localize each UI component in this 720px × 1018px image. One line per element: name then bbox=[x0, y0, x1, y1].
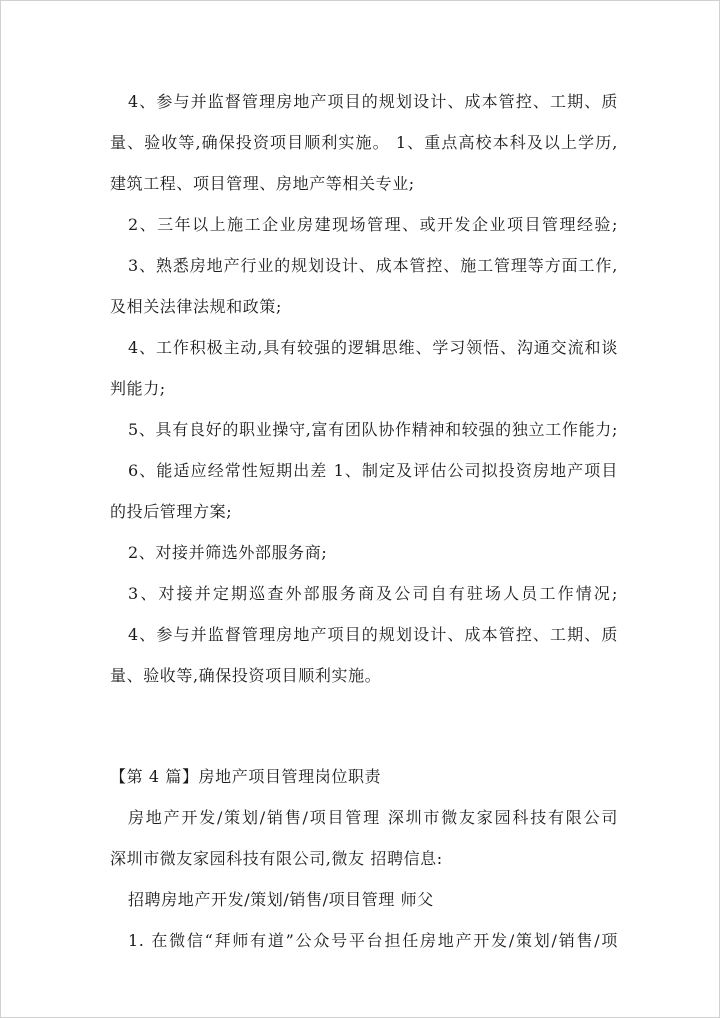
section-heading: 【第 4 篇】房地产项目管理岗位职责 bbox=[110, 767, 382, 786]
paragraph-line: 判能力; bbox=[110, 379, 166, 398]
paragraph-line: 量、验收等,确保投资项目顺利实施。 1、重点高校本科及以上学历, bbox=[110, 133, 618, 152]
paragraph-line: 2、对接并筛选外部服务商; bbox=[128, 543, 328, 562]
paragraph-line: 深圳市微友家园科技有限公司,微友 招聘信息: bbox=[110, 849, 443, 868]
paragraph-line: 4、参与并监督管理房地产项目的规划设计、成本管控、工期、质 bbox=[128, 625, 618, 644]
paragraph-line: 2、三年以上施工企业房建现场管理、或开发企业项目管理经验; bbox=[128, 215, 618, 234]
paragraph-line: 及相关法律法规和政策; bbox=[110, 297, 282, 316]
paragraph-line: 房地产开发/策划/销售/项目管理 深圳市微友家园科技有限公司 bbox=[128, 808, 618, 827]
paragraph-line: 4、工作积极主动,具有较强的逻辑思维、学习领悟、沟通交流和谈 bbox=[128, 338, 618, 357]
paragraph-line: 招聘房地产开发/策划/销售/项目管理 师父 bbox=[128, 890, 434, 909]
document-body bbox=[110, 92, 618, 951]
paragraph-line: 3、熟悉房地产行业的规划设计、成本管控、施工管理等方面工作, bbox=[128, 256, 618, 275]
paragraph-line: 建筑工程、项目管理、房地产等相关专业; bbox=[110, 174, 415, 193]
paragraph-line: 1. 在微信“拜师有道”公众号平台担任房地产开发/策划/销售/项 bbox=[128, 931, 618, 950]
paragraph-line: 6、能适应经常性短期出差 1、制定及评估公司拟投资房地产项目 bbox=[128, 461, 618, 480]
paragraph-line: 5、具有良好的职业操守,富有团队协作精神和较强的独立工作能力; bbox=[128, 420, 618, 439]
paragraph-line: 4、参与并监督管理房地产项目的规划设计、成本管控、工期、质 bbox=[128, 92, 618, 111]
paragraph-line: 3、对接并定期巡查外部服务商及公司自有驻场人员工作情况; bbox=[128, 584, 618, 603]
paragraph-line: 量、验收等,确保投资项目顺利实施。 bbox=[110, 666, 382, 685]
paragraph-line: 的投后管理方案; bbox=[110, 502, 233, 521]
